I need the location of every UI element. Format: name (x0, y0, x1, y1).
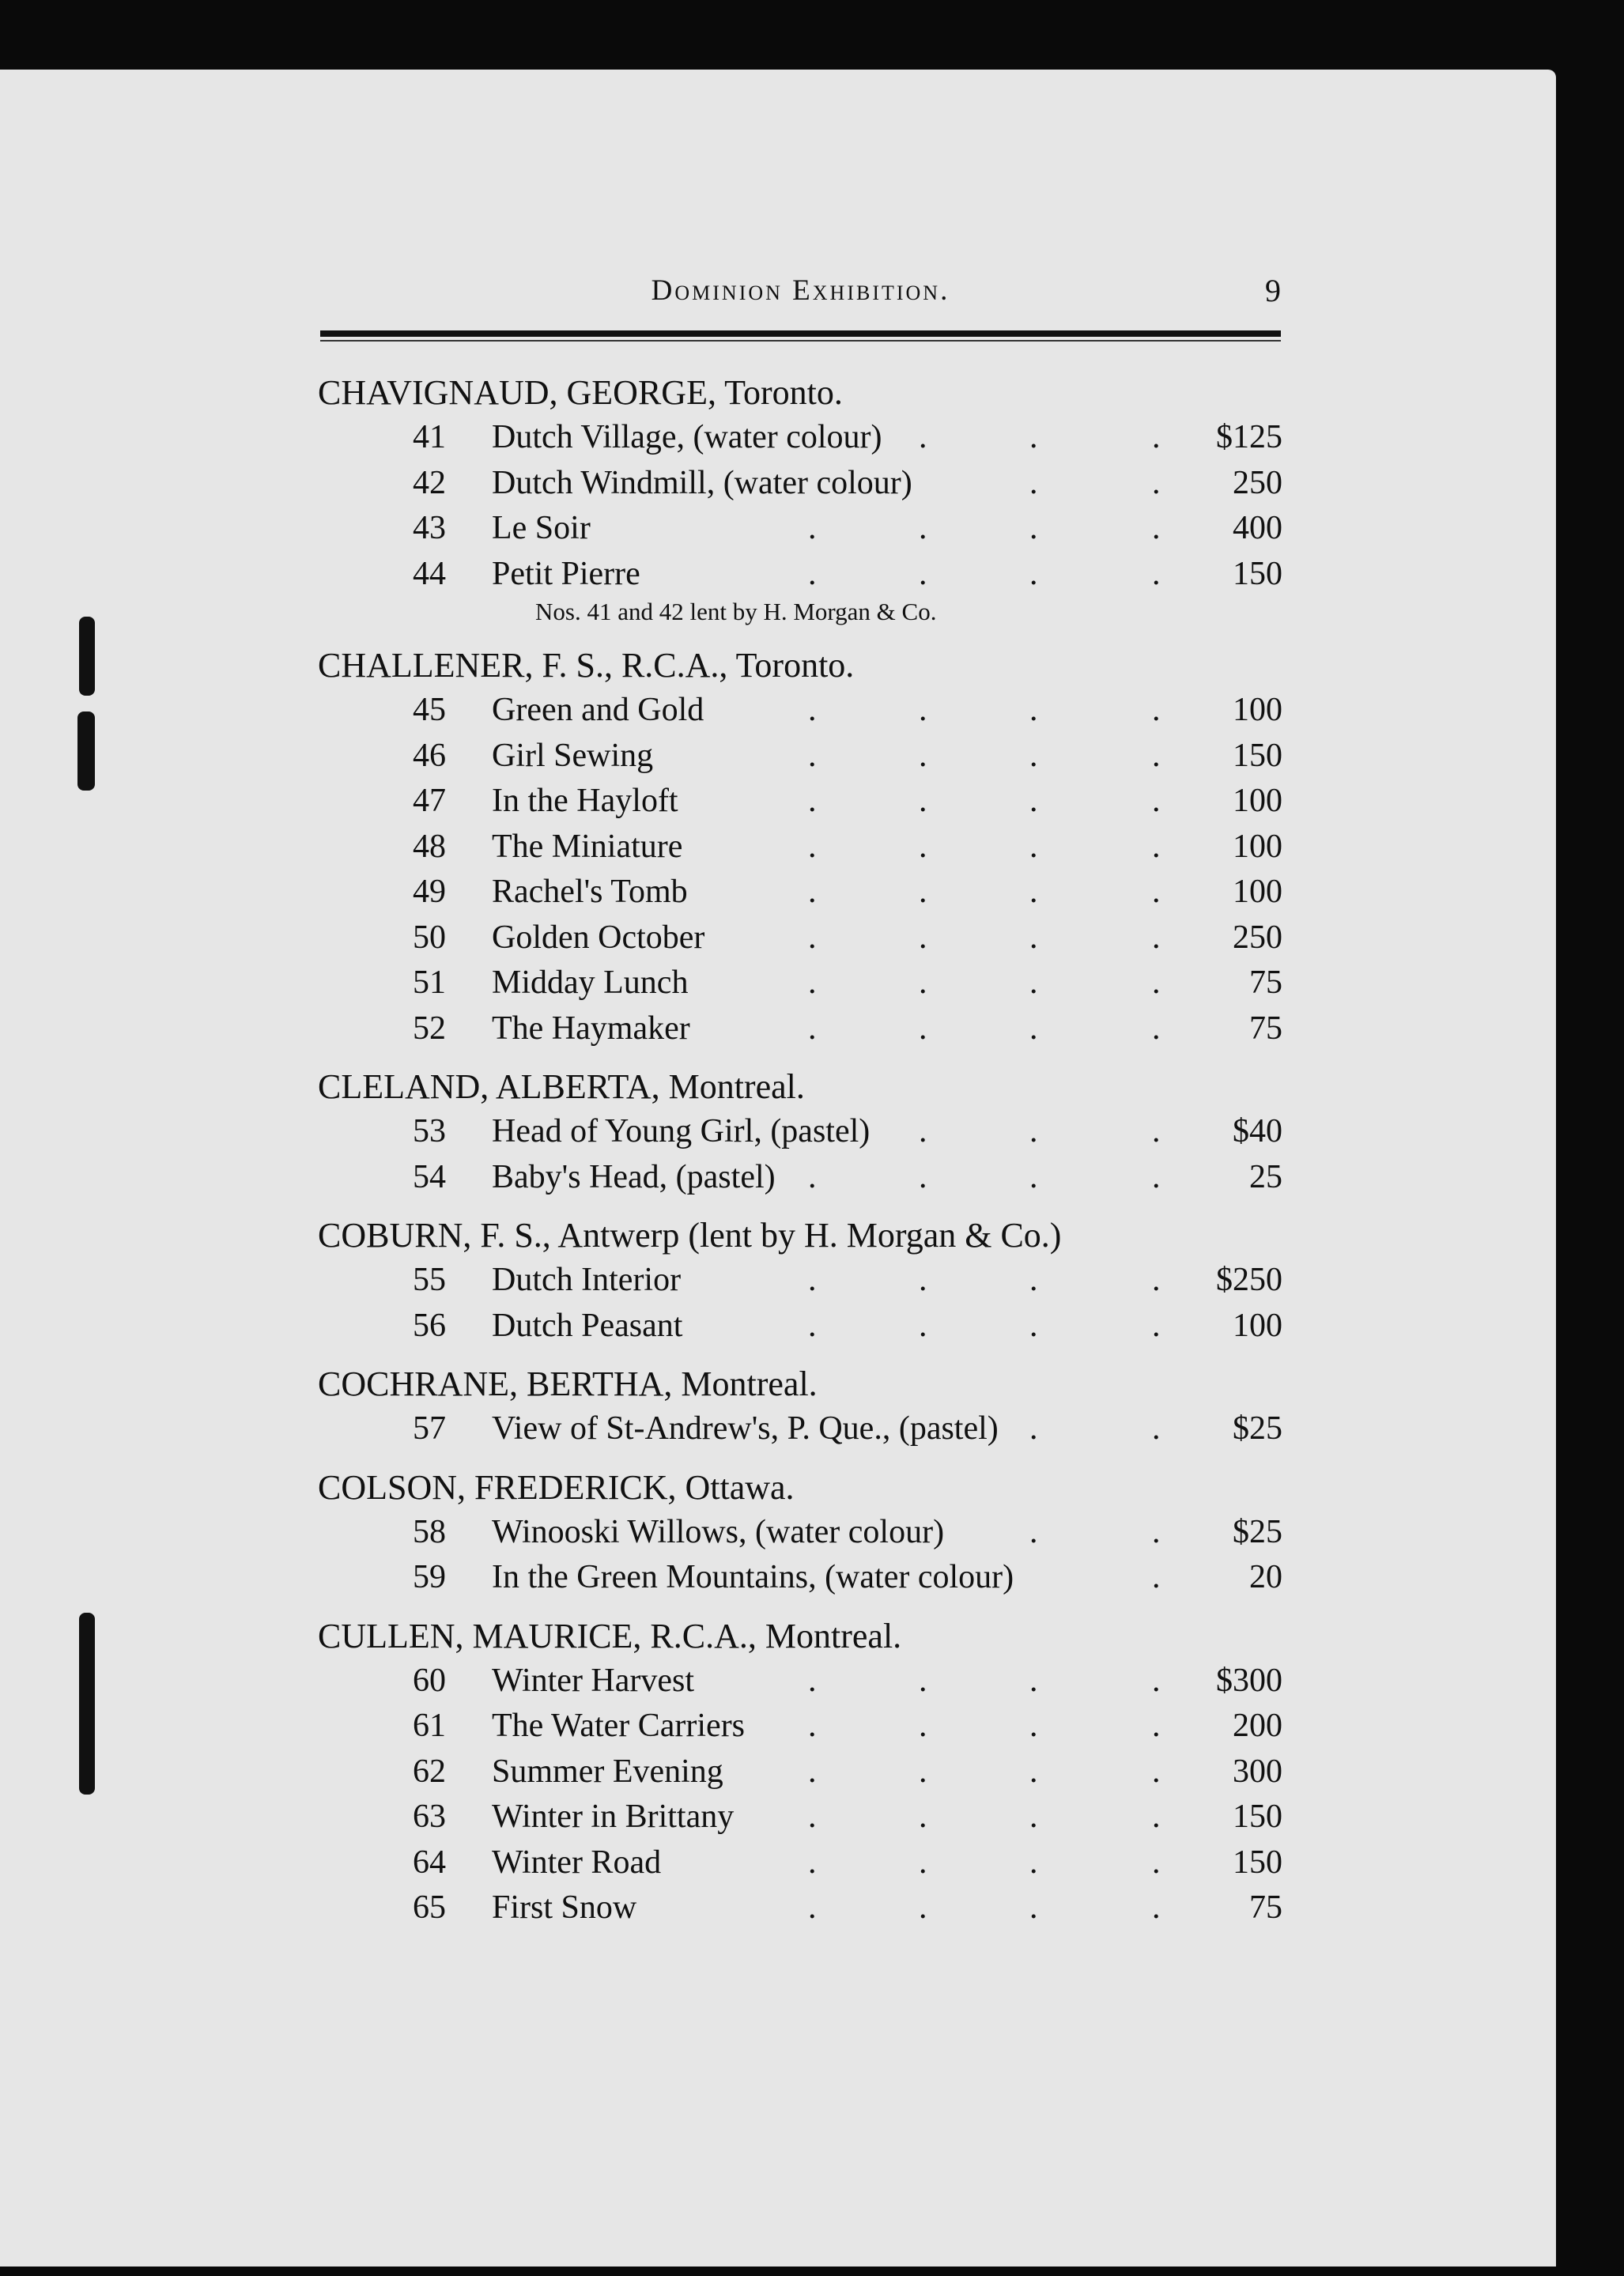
work-entry (318, 1155, 1282, 1201)
leader-dot: . (808, 783, 817, 819)
artist-heading: CHAVIGNAUD, GEORGE, Toronto. (318, 373, 843, 412)
leader-dot: . (1029, 964, 1038, 1001)
work-title: In the Green Mountains, (water colour) (492, 1559, 1014, 1595)
catalog-number: 56 (413, 1307, 446, 1344)
leader-dot: . (919, 1010, 927, 1047)
leader-dot: . (1152, 1844, 1161, 1881)
work-entry (318, 461, 1282, 507)
work-title: Le Soir (492, 510, 591, 546)
running-title: Dominion Exhibition. (651, 274, 950, 307)
catalog-number: 45 (413, 692, 446, 728)
section-gap (318, 1349, 1282, 1361)
header-rule (320, 330, 1281, 337)
catalog-number: 41 (413, 419, 446, 455)
leader-dot: . (1152, 1410, 1161, 1447)
artist-heading: COBURN, F. S., Antwerp (lent by H. Morgan & Co.) (318, 1216, 1062, 1255)
works-list (318, 415, 1282, 597)
page-number: 9 (1265, 273, 1281, 308)
work-entry (318, 506, 1282, 552)
leader-dot: . (1029, 1844, 1038, 1881)
leader-dot: . (919, 1799, 927, 1835)
leader-dot: . (1152, 555, 1161, 592)
artist-section (318, 1465, 1282, 1601)
leader-dot: . (1152, 1010, 1161, 1047)
works-list (318, 1659, 1282, 1931)
leader-dot: . (919, 510, 927, 546)
binding-mark (79, 1613, 95, 1795)
work-title: Summer Evening (492, 1753, 723, 1790)
catalog-number: 62 (413, 1753, 446, 1790)
work-price: 100 (1233, 692, 1282, 728)
artist-section (318, 1213, 1282, 1349)
work-price: 150 (1233, 1799, 1282, 1835)
artist-section (318, 1614, 1282, 1931)
binding-mark (77, 711, 95, 791)
work-entry (318, 1704, 1282, 1749)
leader-dot: . (919, 1889, 927, 1926)
leader-dot: . (1029, 919, 1038, 956)
binding-mark (79, 617, 95, 696)
work-entry (318, 1006, 1282, 1052)
leader-dot: . (1029, 555, 1038, 592)
work-price: 100 (1233, 874, 1282, 910)
work-title: Rachel's Tomb (492, 874, 688, 910)
section-gap (318, 1452, 1282, 1465)
work-price: 250 (1233, 919, 1282, 956)
section-gap (318, 630, 1282, 643)
leader-dot: . (1152, 1708, 1161, 1744)
leader-dot: . (919, 919, 927, 956)
catalog-number: 49 (413, 874, 446, 910)
leader-dot: . (1029, 1010, 1038, 1047)
works-list (318, 688, 1282, 1051)
leader-dot: . (919, 783, 927, 819)
leader-dot: . (1029, 1113, 1038, 1149)
work-title: Baby's Head, (pastel) (492, 1158, 776, 1195)
catalog-number: 57 (413, 1410, 446, 1447)
work-entry (318, 961, 1282, 1006)
work-price: $125 (1216, 419, 1282, 455)
work-title: The Miniature (492, 828, 683, 865)
work-entry (318, 779, 1282, 825)
leader-dot: . (1152, 419, 1161, 455)
catalog-number: 53 (413, 1113, 446, 1149)
work-title: Dutch Village, (water colour) (492, 419, 882, 455)
works-list (318, 1510, 1282, 1601)
work-title: Head of Young Girl, (pastel) (492, 1113, 871, 1149)
leader-dot: . (1152, 1513, 1161, 1550)
leader-dot: . (808, 1662, 817, 1699)
work-entry (318, 1749, 1282, 1795)
work-price: 150 (1233, 737, 1282, 774)
work-price: 200 (1233, 1708, 1282, 1744)
artist-heading: CULLEN, MAURICE, R.C.A., Montreal. (318, 1616, 902, 1655)
work-price: 20 (1249, 1559, 1282, 1595)
work-entry (318, 1659, 1282, 1704)
leader-dot: . (808, 1889, 817, 1926)
work-entry (318, 734, 1282, 779)
work-entry (318, 915, 1282, 961)
artist-section (318, 643, 1282, 1051)
leader-dot: . (919, 1708, 927, 1744)
leader-dot: . (919, 1158, 927, 1195)
work-price: 25 (1249, 1158, 1282, 1195)
leader-dot: . (919, 1262, 927, 1298)
catalog-number: 52 (413, 1010, 446, 1047)
leader-dot: . (1029, 1513, 1038, 1550)
work-price: $40 (1233, 1113, 1282, 1149)
artist-heading: COLSON, FREDERICK, Ottawa. (318, 1467, 795, 1507)
leader-dot: . (808, 1158, 817, 1195)
leader-dot: . (808, 1708, 817, 1744)
catalog-number: 60 (413, 1662, 446, 1699)
leader-dot: . (808, 1262, 817, 1298)
catalog-number: 61 (413, 1708, 446, 1744)
leader-dot: . (1029, 783, 1038, 819)
leader-dot: . (1152, 1158, 1161, 1195)
leader-dot: . (919, 1113, 927, 1149)
leader-dot: . (1152, 692, 1161, 728)
work-entry (318, 1510, 1282, 1556)
leader-dot: . (1029, 1262, 1038, 1298)
leader-dot: . (808, 555, 817, 592)
leader-dot: . (1152, 874, 1161, 910)
work-price: $250 (1216, 1262, 1282, 1298)
leader-dot: . (808, 510, 817, 546)
work-entry (318, 870, 1282, 915)
leader-dot: . (1152, 964, 1161, 1001)
work-entry (318, 1304, 1282, 1349)
work-title: Petit Pierre (492, 555, 640, 592)
work-entry (318, 415, 1282, 461)
work-title: Winter Harvest (492, 1662, 695, 1699)
leader-dot: . (808, 964, 817, 1001)
leader-dot: . (919, 419, 927, 455)
work-title: Golden October (492, 919, 705, 956)
leader-dot: . (1029, 1799, 1038, 1835)
catalog-number: 46 (413, 737, 446, 774)
section-gap (318, 1601, 1282, 1614)
leader-dot: . (808, 692, 817, 728)
leader-dot: . (919, 1307, 927, 1344)
page-header (320, 269, 1281, 316)
leader-dot: . (1152, 1559, 1161, 1595)
catalog-number: 42 (413, 464, 446, 501)
leader-dot: . (1152, 1889, 1161, 1926)
leader-dot: . (1029, 1410, 1038, 1447)
catalog-number: 65 (413, 1889, 446, 1926)
leader-dot: . (919, 1662, 927, 1699)
work-entry (318, 688, 1282, 734)
work-title: Winter Road (492, 1844, 662, 1881)
artist-heading: CLELAND, ALBERTA, Montreal. (318, 1067, 805, 1106)
work-title: Dutch Peasant (492, 1307, 683, 1344)
leader-dot: . (1152, 737, 1161, 774)
leader-dot: . (919, 737, 927, 774)
leader-dot: . (808, 874, 817, 910)
artist-heading: CHALLENER, F. S., R.C.A., Toronto. (318, 646, 855, 685)
leader-dot: . (919, 874, 927, 910)
work-entry (318, 1840, 1282, 1886)
work-entry (318, 1258, 1282, 1304)
works-list (318, 1109, 1282, 1200)
leader-dot: . (1152, 828, 1161, 865)
work-title: In the Hayloft (492, 783, 678, 819)
leader-dot: . (1029, 1158, 1038, 1195)
lender-note: Nos. 41 and 42 lent by H. Morgan & Co. (535, 598, 937, 625)
work-entry (318, 1795, 1282, 1840)
work-title: Dutch Windmill, (water colour) (492, 464, 912, 501)
leader-dot: . (1029, 737, 1038, 774)
leader-dot: . (1152, 1307, 1161, 1344)
catalog-number: 58 (413, 1513, 446, 1550)
catalog-number: 50 (413, 919, 446, 956)
leader-dot: . (1029, 874, 1038, 910)
catalog-number: 43 (413, 510, 446, 546)
leader-dot: . (1152, 510, 1161, 546)
work-title: Midday Lunch (492, 964, 689, 1001)
work-title: First Snow (492, 1889, 637, 1926)
leader-dot: . (808, 737, 817, 774)
work-price: 100 (1233, 783, 1282, 819)
works-list (318, 1258, 1282, 1349)
leader-dot: . (808, 828, 817, 865)
leader-dot: . (1029, 464, 1038, 501)
work-title: The Water Carriers (492, 1708, 746, 1744)
leader-dot: . (1029, 1708, 1038, 1744)
leader-dot: . (808, 1010, 817, 1047)
catalog-number: 64 (413, 1844, 446, 1881)
leader-dot: . (1152, 1113, 1161, 1149)
section-gap (318, 1200, 1282, 1213)
work-title: Winooski Willows, (water colour) (492, 1513, 945, 1550)
leader-dot: . (1029, 1307, 1038, 1344)
work-entry (318, 1406, 1282, 1452)
catalog-number: 48 (413, 828, 446, 865)
leader-dot: . (1029, 419, 1038, 455)
leader-dot: . (919, 828, 927, 865)
leader-dot: . (808, 919, 817, 956)
leader-dot: . (1152, 464, 1161, 501)
artist-heading: COCHRANE, BERTHA, Montreal. (318, 1364, 818, 1403)
work-price: $25 (1233, 1513, 1282, 1550)
catalog-number: 55 (413, 1262, 446, 1298)
leader-dot: . (1029, 692, 1038, 728)
work-entry (318, 1109, 1282, 1155)
work-title: Winter in Brittany (492, 1799, 735, 1835)
work-price: 400 (1233, 510, 1282, 546)
catalog-number: 54 (413, 1158, 446, 1195)
leader-dot: . (1029, 510, 1038, 546)
leader-dot: . (1029, 828, 1038, 865)
catalog-number: 51 (413, 964, 446, 1001)
work-entry (318, 825, 1282, 870)
work-price: $300 (1216, 1662, 1282, 1699)
leader-dot: . (1152, 783, 1161, 819)
leader-dot: . (1029, 1889, 1038, 1926)
leader-dot: . (1152, 1799, 1161, 1835)
work-price: 300 (1233, 1753, 1282, 1790)
leader-dot: . (1152, 1262, 1161, 1298)
catalog-list (318, 370, 1282, 1931)
work-price: 75 (1249, 964, 1282, 1001)
artist-section (318, 370, 1282, 630)
leader-dot: . (1029, 1753, 1038, 1790)
work-price: 100 (1233, 828, 1282, 865)
works-list (318, 1406, 1282, 1452)
leader-dot: . (1152, 1662, 1161, 1699)
artist-section (318, 1064, 1282, 1200)
work-title: Girl Sewing (492, 737, 654, 774)
work-title: View of St-Andrew's, P. Que., (pastel) (492, 1410, 999, 1447)
work-price: 150 (1233, 1844, 1282, 1881)
leader-dot: . (1152, 1753, 1161, 1790)
work-price: $25 (1233, 1410, 1282, 1447)
work-price: 75 (1249, 1889, 1282, 1926)
leader-dot: . (808, 1844, 817, 1881)
leader-dot: . (919, 692, 927, 728)
work-price: 100 (1233, 1307, 1282, 1344)
leader-dot: . (919, 555, 927, 592)
header-rule-thin (320, 340, 1281, 342)
catalog-number: 44 (413, 555, 446, 592)
leader-dot: . (919, 1753, 927, 1790)
artist-section (318, 1361, 1282, 1452)
leader-dot: . (1029, 1662, 1038, 1699)
catalog-number: 59 (413, 1559, 446, 1595)
work-entry (318, 1885, 1282, 1931)
catalog-number: 63 (413, 1799, 446, 1835)
work-title: Green and Gold (492, 692, 704, 728)
work-price: 250 (1233, 464, 1282, 501)
leader-dot: . (808, 1799, 817, 1835)
leader-dot: . (808, 1753, 817, 1790)
work-entry (318, 552, 1282, 598)
work-title: Dutch Interior (492, 1262, 682, 1298)
leader-dot: . (919, 964, 927, 1001)
work-entry (318, 1555, 1282, 1601)
work-price: 150 (1233, 555, 1282, 592)
leader-dot: . (808, 1307, 817, 1344)
work-price: 75 (1249, 1010, 1282, 1047)
work-title: The Haymaker (492, 1010, 690, 1047)
leader-dot: . (919, 1844, 927, 1881)
section-gap (318, 1051, 1282, 1064)
leader-dot: . (1152, 919, 1161, 956)
catalog-number: 47 (413, 783, 446, 819)
